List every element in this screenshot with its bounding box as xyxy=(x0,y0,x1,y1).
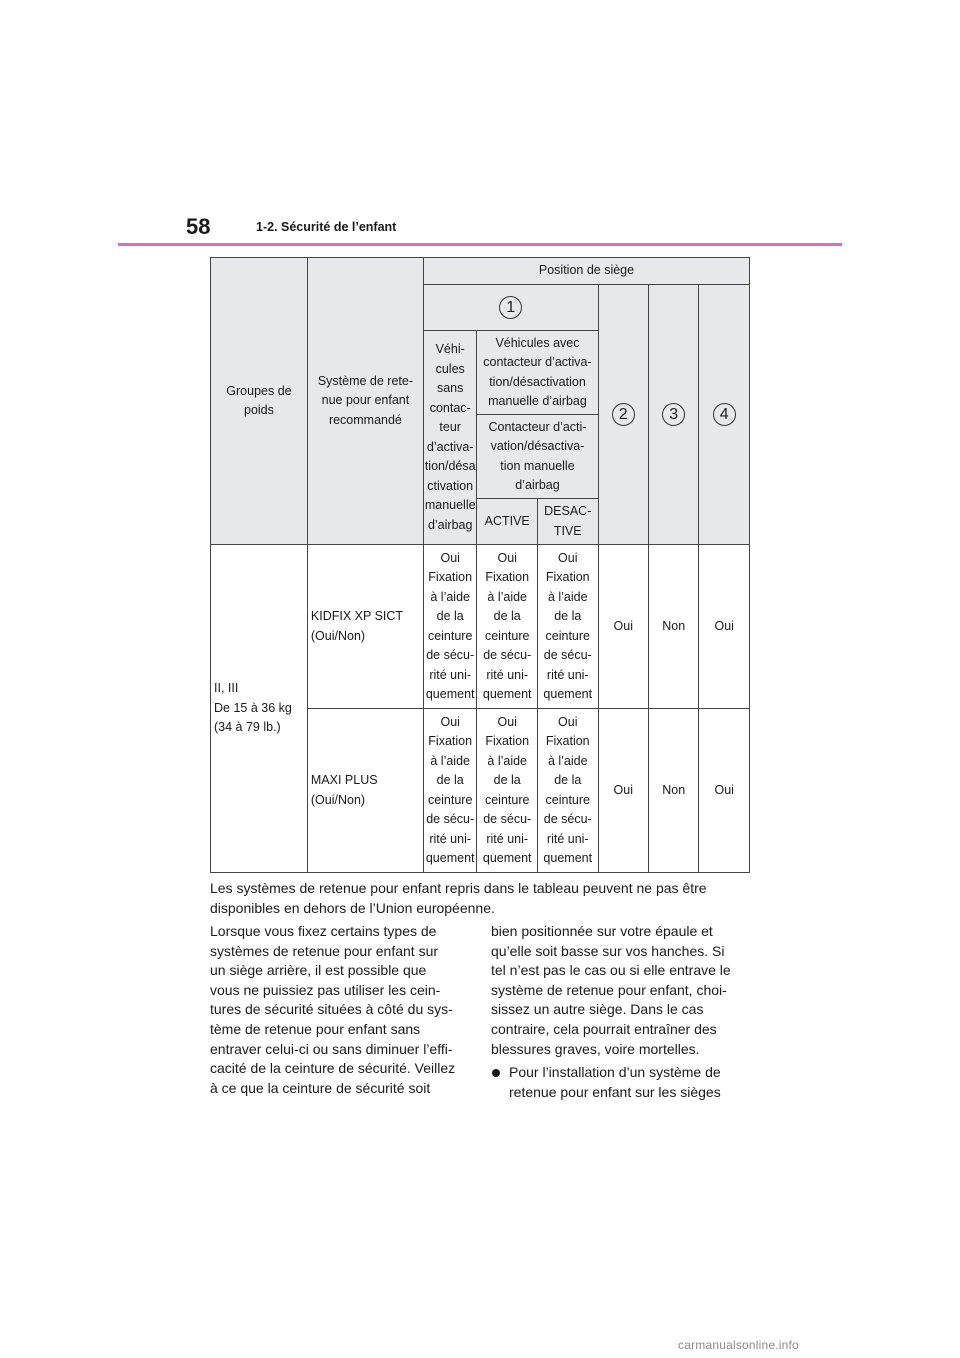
bullet-icon xyxy=(492,1069,500,1077)
seat-cell: Non xyxy=(648,545,698,709)
header-restraint-system: Système de rete- nue pour enfant recommandé xyxy=(307,258,423,545)
seat-cell: Oui xyxy=(598,709,648,873)
seat-cell: Oui Fixation à l’aide de la ceinture de sécu- rité uni- quement xyxy=(537,545,598,709)
restraint-system-cell: MAXI PLUS (Oui/Non) xyxy=(307,709,423,873)
header-weight-group: Groupes de poids xyxy=(211,258,308,545)
position-number-icon: 3 xyxy=(662,403,685,426)
body-text-paragraph: bien positionnée sur votre épaule et qu’elle soit basse sur vos hanches. Si tel n’est pas le cas ou si elle entrave le système de retenue pour enfant, choi- sissez un autre siège. Dans le cas contraire, cela pourrait entraîner des blessures graves, voire mortelles. xyxy=(491,923,731,1057)
position-2-header xyxy=(598,285,648,545)
footer-watermark: carmanualsonline.info xyxy=(678,1338,799,1352)
availability-note: Les systèmes de retenue pour enfant repris dans le tableau peuvent ne pas être disponibles en dehors de l’Union européenne. xyxy=(210,880,707,916)
position-number-icon: 1 xyxy=(499,296,522,319)
seat-cell: Oui xyxy=(598,545,648,709)
seat-position-table xyxy=(210,257,750,873)
seat-cell: Oui xyxy=(699,545,750,709)
page-number: 58 xyxy=(186,214,211,239)
header-airbag-switch: Contacteur d’acti- vation/désactiva- tion manuelle d’airbag xyxy=(477,415,598,499)
weight-group-cell: II, III De 15 à 36 kg (34 à 79 lb.) xyxy=(211,545,308,873)
position-number-icon: 2 xyxy=(612,403,635,426)
header-no-airbag-switch: Véhi- cules sans contac- teur d’activa- tion/désa ctivation manuelle d’airbag xyxy=(423,331,476,545)
seat-cell: Oui Fixation à l’aide de la ceinture de sécu- rité uni- quement xyxy=(423,709,476,873)
header-rule xyxy=(118,243,842,246)
position-number-icon: 4 xyxy=(713,403,736,426)
header-switch-inactive: DESAC- TIVE xyxy=(537,499,598,545)
position-4-header xyxy=(699,285,750,545)
header-with-airbag-switch: Véhicules avec contacteur d’activa- tion/désactivation manuelle d’airbag xyxy=(477,331,598,415)
seat-cell: Oui Fixation à l’aide de la ceinture de sécu- rité uni- quement xyxy=(423,545,476,709)
section-title: 1-2. Sécurité de l’enfant xyxy=(256,220,397,234)
seat-cell: Oui Fixation à l’aide de la ceinture de sécu- rité uni- quement xyxy=(477,545,538,709)
seat-cell: Oui xyxy=(699,709,750,873)
bullet-item xyxy=(491,1063,761,1102)
body-text-left: Lorsque vous fixez certains types de systèmes de retenue pour enfant sur un siège arrière, il est possible que vous ne puissiez pas utiliser les cein- tures de sécurité situées à côté du sys- tème de retenue pour enfant sans entraver celui-ci ou sans diminuer l’effi- cacité de la ceinture de sécurité. Veillez à ce que la ceinture de sécurité soit xyxy=(210,923,456,1096)
seat-cell: Oui Fixation à l’aide de la ceinture de sécu- rité uni- quement xyxy=(537,709,598,873)
seat-cell: Oui Fixation à l’aide de la ceinture de sécu- rité uni- quement xyxy=(477,709,538,873)
bullet-text: Pour l’installation d’un système de retenue pour enfant sur les sièges xyxy=(509,1064,721,1100)
position-3-header xyxy=(648,285,698,545)
header-seat-position: Position de siège xyxy=(423,258,749,285)
body-text-right xyxy=(491,922,761,1102)
header-switch-active: ACTIVE xyxy=(477,499,538,545)
restraint-system-cell: KIDFIX XP SICT (Oui/Non) xyxy=(307,545,423,709)
position-1-header xyxy=(423,285,598,331)
table-row xyxy=(211,545,750,709)
seat-cell: Non xyxy=(648,709,698,873)
